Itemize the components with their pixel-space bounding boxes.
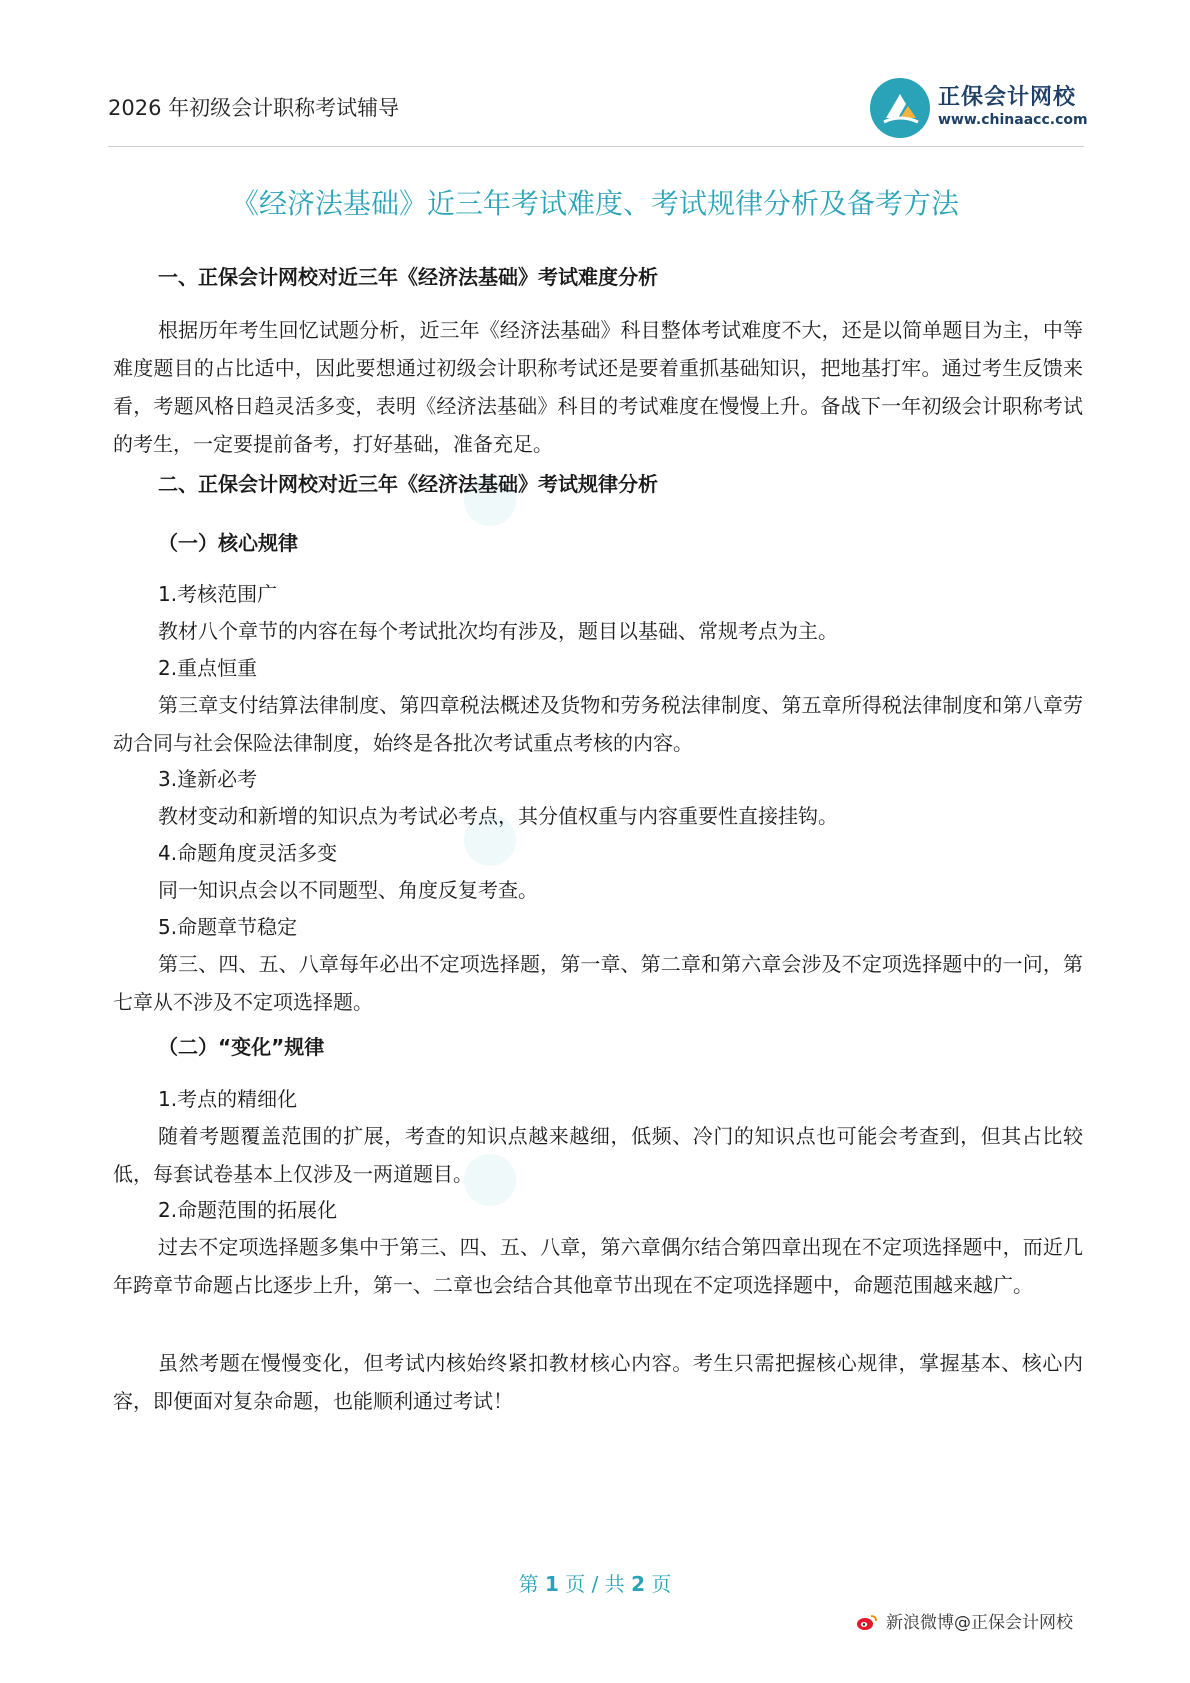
core-item-title: 3.逢新必考 bbox=[158, 767, 258, 791]
change-item-text: 随着考题覆盖范围的扩展，考查的知识点越来越细，低频、冷门的知识点也可能会考查到，但其占比较低，每套试卷基本上仅涉及一两道题目。 bbox=[113, 1124, 1083, 1186]
core-item-text: 同一知识点会以不同题型、角度反复考查。 bbox=[158, 878, 538, 902]
closing-paragraph: 虽然考题在慢慢变化，但考试内核始终紧扣教材核心内容。考生只需把握核心规律，掌握基本、核心内容，即便面对复杂命题，也能顺利通过考试！ bbox=[113, 1351, 1083, 1413]
page-middle: 页 / 共 bbox=[565, 1572, 625, 1596]
change-item-text: 过去不定项选择题多集中于第三、四、五、八章，第六章偶尔结合第四章出现在不定项选择题中，而近几年跨章节命题占比逐步上升，第一、二章也会结合其他章节出现在不定项选择题中，命题范围越来越广。 bbox=[113, 1235, 1083, 1297]
page-number bbox=[0, 1568, 1190, 1597]
weibo-text: 新浪微博@正保会计网校 bbox=[886, 1613, 1073, 1633]
core-item-title: 2.重点恒重 bbox=[158, 656, 258, 680]
core-item-title: 5.命题章节稳定 bbox=[158, 915, 298, 939]
page-prefix: 第 bbox=[518, 1572, 539, 1596]
section1-paragraph: 根据历年考生回忆试题分析，近三年《经济法基础》科目整体考试难度不大，还是以简单题目为主，中等难度题目的占比适中，因此要想通过初级会计职称考试还是要着重抓基础知识，把地基打牢。通过考生反馈来看，考题风格日趋灵活多变，表明《经济法基础》科目的考试难度在慢慢上升。备战下一年初级会计职称考试的考生，一定要提前备考，打好基础，准备充足。 bbox=[113, 318, 1083, 456]
core-item-text: 教材变动和新增的知识点为考试必考点，其分值权重与内容重要性直接挂钩。 bbox=[158, 804, 838, 828]
page-current: 1 bbox=[544, 1572, 559, 1596]
document-title: 《经济法基础》近三年考试难度、考试规律分析及备考方法 bbox=[230, 187, 959, 220]
core-item-text: 第三、四、五、八章每年必出不定项选择题，第一章、第二章和第六章会涉及不定项选择题中的一问，第七章从不涉及不定项选择题。 bbox=[113, 952, 1083, 1014]
header-divider bbox=[108, 146, 1084, 147]
change-item-title: 1.考点的精细化 bbox=[158, 1087, 298, 1111]
change-item-title: 2.命题范围的拓展化 bbox=[158, 1198, 338, 1222]
logo-mark-icon bbox=[870, 78, 930, 138]
subsection-core-heading: （一）核心规律 bbox=[158, 531, 298, 555]
core-item-title: 4.命题角度灵活多变 bbox=[158, 841, 338, 865]
logo-name: 正保会计网校 bbox=[938, 85, 1077, 110]
logo-url: www.chinaacc.com bbox=[938, 112, 1088, 128]
page-suffix: 页 bbox=[651, 1572, 672, 1596]
core-item-text: 第三章支付结算法律制度、第四章税法概述及货物和劳务税法律制度、第五章所得税法律制度和第八章劳动合同与社会保险法律制度，始终是各批次考试重点考核的内容。 bbox=[113, 693, 1083, 755]
subsection-change-heading: （二）“变化”规律 bbox=[158, 1035, 325, 1059]
weibo-link[interactable] bbox=[856, 1608, 1073, 1633]
header-title: 2026 年初级会计职称考试辅导 bbox=[108, 96, 400, 120]
core-item-text: 教材八个章节的内容在每个考试批次均有涉及，题目以基础、常规考点为主。 bbox=[158, 619, 838, 643]
page-total: 2 bbox=[631, 1572, 645, 1596]
section2-heading: 二、正保会计网校对近三年《经济法基础》考试规律分析 bbox=[158, 472, 658, 496]
brand-logo[interactable] bbox=[870, 72, 1090, 142]
core-item-title: 1.考核范围广 bbox=[158, 582, 278, 606]
section1-heading: 一、正保会计网校对近三年《经济法基础》考试难度分析 bbox=[158, 265, 658, 289]
weibo-icon bbox=[856, 1613, 878, 1631]
